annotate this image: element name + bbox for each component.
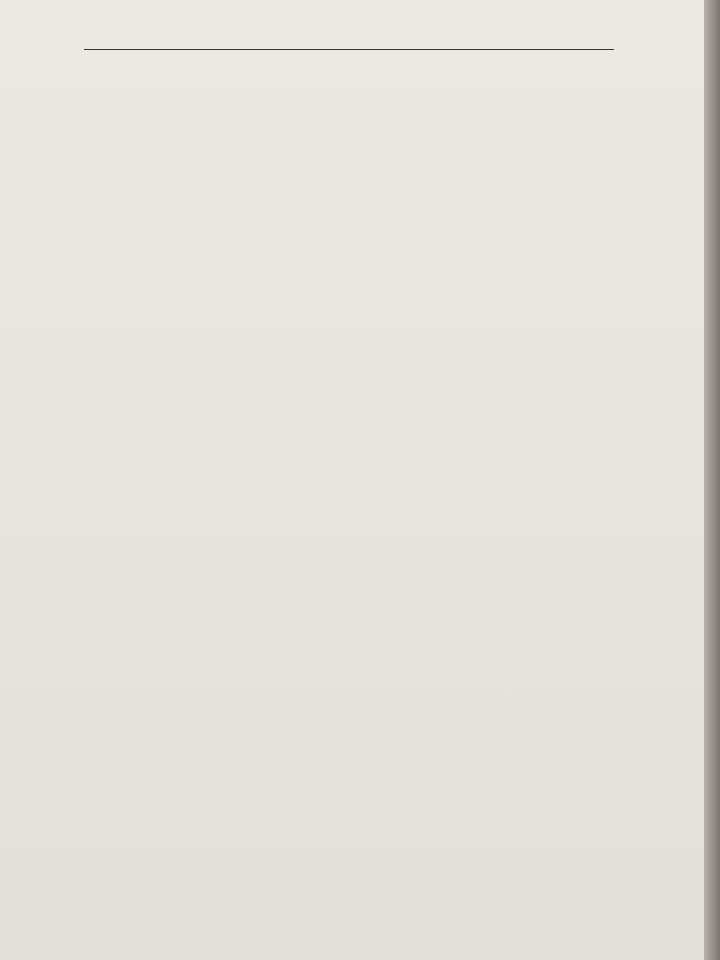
page-header (84, 14, 614, 54)
page-edge (704, 0, 720, 960)
header-rule (84, 49, 614, 50)
